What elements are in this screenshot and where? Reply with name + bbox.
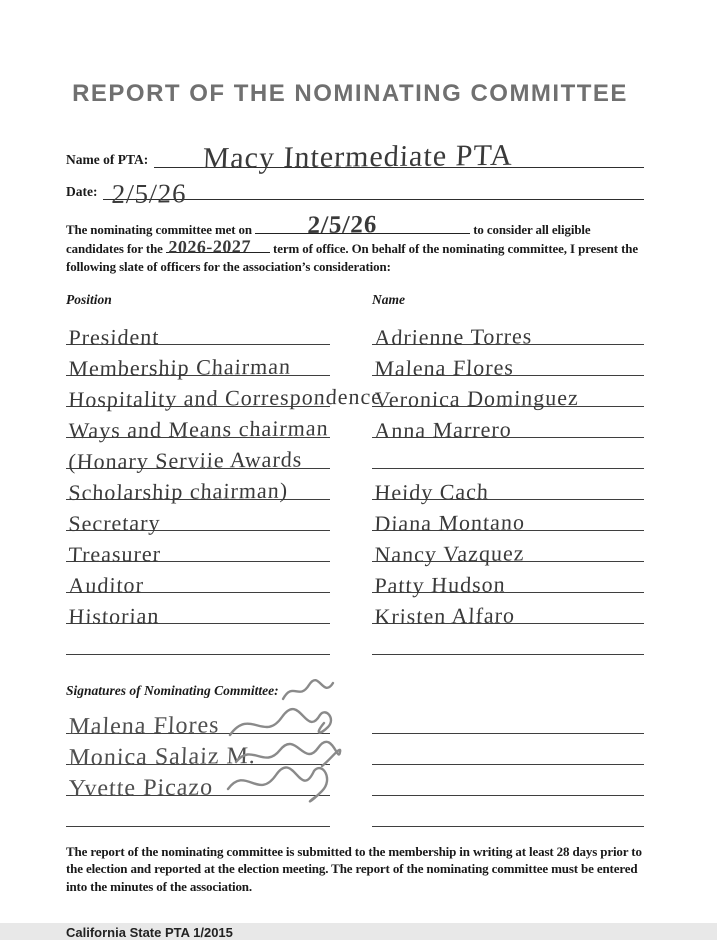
name-entry bbox=[372, 314, 644, 350]
position-handwriting: Historian bbox=[67, 602, 160, 629]
name-entry bbox=[372, 593, 644, 629]
signature-handwriting: Malena Flores bbox=[67, 712, 221, 740]
signatures-label-row bbox=[66, 681, 644, 701]
position-handwriting: Ways and Means chairman bbox=[67, 415, 330, 443]
position-entry bbox=[66, 500, 330, 536]
signature-entry bbox=[66, 765, 330, 802]
column-gap bbox=[330, 292, 372, 308]
name-entry bbox=[372, 345, 644, 381]
signature-blank-line bbox=[372, 703, 644, 734]
name-entry bbox=[372, 624, 644, 655]
position-entry bbox=[66, 624, 330, 655]
position-entry bbox=[66, 531, 330, 567]
signature-blank-column bbox=[372, 703, 644, 827]
name-entry bbox=[372, 376, 644, 412]
name-handwriting: Veronica Dominguez bbox=[373, 384, 580, 412]
signature-handwriting: Yvette Picazo bbox=[67, 774, 214, 802]
pta-handwriting: Macy Intermediate PTA bbox=[202, 138, 514, 175]
name-handwriting: Kristen Alfaro bbox=[373, 602, 516, 629]
form-version: California State PTA 1/2015 bbox=[66, 925, 233, 940]
position-entry bbox=[66, 376, 383, 412]
position-handwriting: Hospitality and Correspondence bbox=[67, 383, 383, 412]
position-handwriting: (Honary Serviie Awards bbox=[67, 446, 303, 474]
officers-table-header bbox=[66, 292, 644, 308]
name-entry bbox=[372, 562, 644, 598]
signature-handwriting: Monica Salaiz M. bbox=[67, 742, 257, 771]
pta-label: Name of PTA: bbox=[66, 152, 149, 167]
position-column bbox=[66, 314, 383, 655]
meeting-date-blank bbox=[255, 211, 470, 239]
name-entry bbox=[372, 407, 644, 443]
position-entry bbox=[66, 562, 330, 598]
position-handwriting: Secretary bbox=[67, 509, 162, 536]
signatures-table bbox=[66, 703, 644, 827]
name-entry bbox=[372, 531, 644, 567]
officers-table bbox=[66, 314, 644, 655]
name-handwriting: Malena Flores bbox=[373, 354, 515, 381]
submission-note: The report of the nominating committee is submitted to the membership in writing at least 28 days prior to the election and reported at the election meeting. The report of the nominating committee must be entered into the minutes of the association. bbox=[66, 843, 642, 894]
name-handwriting: Patty Hudson bbox=[373, 571, 507, 598]
name-entry bbox=[372, 500, 644, 536]
position-handwriting: Scholarship chairman) bbox=[67, 477, 289, 505]
position-header: Position bbox=[66, 291, 112, 307]
name-handwriting: Nancy Vazquez bbox=[373, 540, 526, 567]
form-title: REPORT OF THE NOMINATING COMMITTEE bbox=[72, 80, 628, 107]
signature-blank-line bbox=[372, 796, 644, 827]
name-entry bbox=[372, 438, 644, 469]
position-entry bbox=[66, 345, 330, 381]
intro-text-1: The nominating committee met on bbox=[66, 223, 252, 237]
column-gap bbox=[330, 314, 372, 655]
signatures-label: Signatures of Nominating Committee: bbox=[66, 682, 279, 698]
pen-scribble-icon bbox=[279, 679, 337, 703]
signature-blank-line bbox=[372, 765, 644, 796]
position-handwriting: President bbox=[67, 323, 160, 350]
date-line bbox=[103, 167, 644, 209]
intro-paragraph bbox=[66, 211, 644, 276]
signature-entry bbox=[66, 703, 330, 740]
name-column bbox=[372, 314, 644, 655]
position-handwriting: Treasurer bbox=[67, 540, 162, 567]
position-entry bbox=[66, 314, 330, 350]
date-label: Date: bbox=[66, 184, 98, 199]
intro-text-2: to consider all eligible bbox=[473, 223, 591, 237]
position-entry bbox=[66, 593, 330, 629]
name-handwriting: Diana Montano bbox=[373, 509, 526, 536]
position-entry bbox=[66, 407, 330, 443]
intro-text-4: term of office. On behalf of the nominating committee, I present the following slate of officers for the association’s consideration: bbox=[66, 242, 638, 274]
signature-column bbox=[66, 703, 330, 827]
term-handwriting: 2026-2027 bbox=[167, 236, 252, 258]
position-handwriting: Membership Chairman bbox=[67, 353, 292, 381]
name-handwriting: Adrienne Torres bbox=[373, 323, 533, 350]
signature-blank-line bbox=[372, 734, 644, 765]
name-entry bbox=[372, 469, 644, 505]
name-handwriting: Anna Marrero bbox=[373, 416, 513, 443]
meeting-date-handwriting: 2/5/26 bbox=[307, 211, 379, 239]
position-handwriting: Auditor bbox=[67, 572, 145, 598]
position-entry bbox=[66, 438, 330, 474]
intro-text-3: candidates for the bbox=[66, 242, 163, 257]
date-handwriting: 2/5/26 bbox=[111, 178, 188, 209]
term-blank bbox=[166, 236, 270, 258]
pta-field-row bbox=[66, 136, 644, 175]
position-entry bbox=[66, 469, 330, 505]
pta-line bbox=[154, 135, 644, 175]
name-header: Name bbox=[372, 291, 405, 307]
date-field-row bbox=[66, 168, 644, 209]
name-handwriting: Heidy Cach bbox=[373, 478, 490, 505]
signature-entry bbox=[66, 796, 330, 827]
